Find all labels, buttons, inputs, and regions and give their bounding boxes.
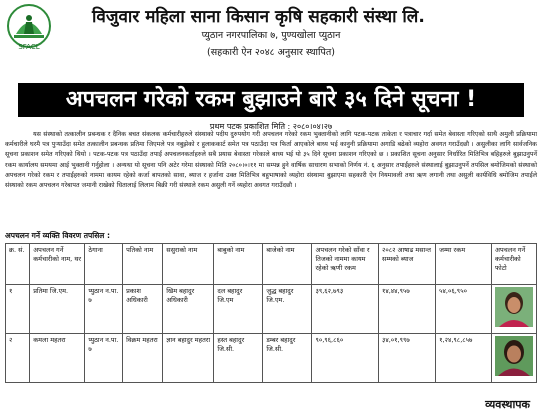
cell-interest: ३४,०१,९९७ [378, 334, 435, 383]
organization-address: प्युठान नगरपालिका ७, पुण्यखोला प्युठान [201, 30, 341, 41]
header-father: बाबुको नाम [214, 244, 263, 285]
header-address: ठेगाना [85, 244, 123, 285]
header-interest: २०८२ आषाढ मसान्त सम्मको ब्याज [378, 244, 435, 285]
cell-husband: प्रकाश अधिकारी [123, 285, 163, 334]
cell-address: प्युठान न.पा. ७ [85, 334, 123, 383]
cell-name: कमला महतरा [30, 334, 85, 383]
person-photo-1 [495, 287, 533, 327]
table-row [6, 285, 537, 334]
cell-husband: विक्रम महतरा [123, 334, 163, 383]
publication-date: प्रथम पटक प्रकाशित मिति : २०८०।०४।२७ [209, 122, 333, 131]
cell-interest: १४,४४,९५७ [378, 285, 435, 334]
cell-father-in-law: ज्ञान बहादुर महतरा [163, 334, 214, 383]
cell-total: ५४,०६,९५० [436, 285, 492, 334]
header-photo: अपचलन गर्ने कर्मचारीको फोटो [492, 244, 537, 285]
cell-father: हस्त बहादुर जि.सी. [214, 334, 263, 383]
header-total: जम्मा रकम [436, 244, 492, 285]
header-name: अपचलन गर्ने कर्मचारीको नाम, थर [30, 244, 85, 285]
table-header-row [6, 244, 537, 285]
cell-father: दल बहादुर जि.एम [214, 285, 263, 334]
cell-amount: ३९,६२,७९३ [312, 285, 378, 334]
cell-photo [492, 334, 537, 383]
establishment-note: (सहकारी ऐन २०४८ अनुसार स्थापित) [207, 47, 335, 58]
header-grandfather: बाजेको नाम [263, 244, 312, 285]
header-sn: क्र. सं. [6, 244, 30, 285]
table-title: अपचलन गर्ने व्यक्ति विवरण तपसिल : [5, 231, 110, 240]
cell-address: प्युठान न.पा. ७ [85, 285, 123, 334]
cell-sn: २ [6, 334, 30, 383]
organization-name: विजुवार महिला साना किसान कृषि सहकारी संस्था लि. [92, 7, 425, 27]
logo-text: SFACL [18, 43, 40, 51]
cell-amount: ९०,९६,८६० [312, 334, 378, 383]
notice-body: यस संस्थाको तत्कालीन प्रबन्धक र दैनिक बचत संकलक कर्मचारीहरुले संस्थाको पदीय दुरुपयोग गरी अपचलन गरेको रकम भुक्तानीको लागि पटक-पटक ताकेता र पत्राचार गर्दा समेत बेवास्ता गरिएको साथै अमुली प्रक्रियामा कर्मचारीले घरमै पत्र पुऱ्याउँदा समेत तत्कालीन प्रबन्धक प्रतिमा जिएमले पत्र नबुझेको र हुलाककार्ट समेत पत्र पठाउँदा पत्र फिर्ता आएकोले बाध्य भई कानुनी प्रक्रियामा अगाडि बढेको व्यहोरा अवगत गराउँदछौ । असुलीका लागि सार्वजनिक सूचना प्रकाशन समेत गरिएको थियो । पटक-पटक पत्र पठाउँदा तपाईं अपचलनकर्ताहरुले सबै प्रयास बेवास्ता गरेकाले बाध्य भई यो ३५ दिने सूचना प्रकाशन गरिएको छ । प्रकाशित सूचना अनुसार निर्धारित मितिभित्र बहिहरुले बुझाउनुपर्ने रकम कार्यालय समयमा आई भुक्तानी गर्नुहोला । अन्यथा यो सूचना पनि अटेर गरेमा संस्थाको मिति २०८०।०।११ मा सम्पन्न हुने वार्षिक साधारण सभाको निर्णय नं. ६ अनुसार तपाईंहरुले संस्थालाई बुझाउनुपर्ने तपसिल बमोजिमको संस्थाको अपचलन गरेको रकम र तपाईंहरुको नाममा कायम रहेको कर्जा बापतको सावा, ब्याज र हर्जाना उक्त मितिभित्र बहुभाषाको व्यहोरा संस्थामा बुझाएमा सहकारी ऐन नियमावली तथा ऋण लगानी तथा असुली कार्यविधि बमोजिम तपाईंले संस्थाको रकम अपचलन गरेबापत जमानी राखेको धितालाई लिलाम बिक्री गरी संस्थाले रकम असुली गर्ने व्यहोरा अवगत गराउँदछौ । [5, 131, 537, 190]
header-husband: पतिको नाम [123, 244, 163, 285]
cell-total: १,२४,९८,८५७ [436, 334, 492, 383]
cell-name: प्रतिमा जि.एम. [30, 285, 85, 334]
header-father-in-law: ससुराको नाम [163, 244, 214, 285]
signature-manager: व्यवस्थापक [485, 398, 530, 411]
table-row [6, 334, 537, 383]
cell-grandfather: जुद्ध बहादुर जि.एम. [263, 285, 312, 334]
cell-father-in-law: खिम बहादुर अधिकारी [163, 285, 214, 334]
embezzler-table [5, 243, 537, 383]
notice-banner: अपचलन गरेको रकम बुझाउने बारे ३५ दिने सूचना ! [18, 83, 524, 117]
cell-sn: १ [6, 285, 30, 334]
person-photo-2 [495, 336, 533, 376]
header-amount: अपचलन गरेको साँवा र तिजको नाममा कायम रहेको ऋणी रकम [312, 244, 378, 285]
cell-photo [492, 285, 537, 334]
cell-grandfather: डम्बर बहादुर जि.सी. [263, 334, 312, 383]
